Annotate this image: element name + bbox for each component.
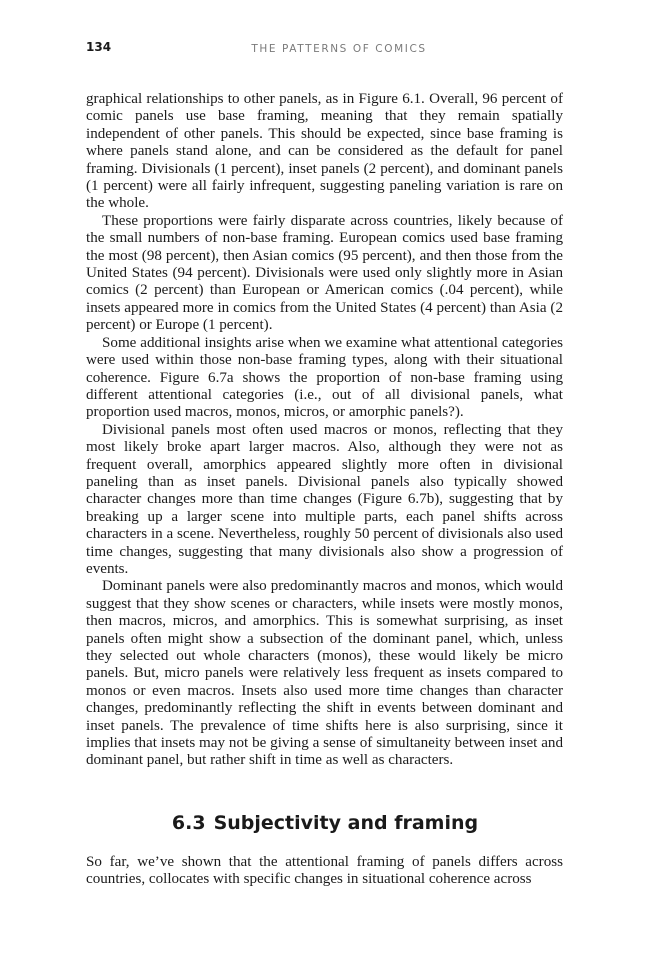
running-head: THE PATTERNS OF COMICS — [251, 43, 427, 55]
body-text-section — [86, 854, 563, 889]
section-heading — [0, 812, 650, 834]
section-number: 6.3 — [171, 812, 206, 834]
page-number: 134 — [86, 40, 112, 54]
paragraph: So far, we’ve shown that the attentional framing of panels differs across countries, collocates with specific changes in situational coherence across — [86, 854, 563, 888]
paragraph-continued: graphical relationships to other panels, as in Figure 6.1. Overall, 96 percent of comic panels use base framing, meaning that they remain spatially independent of other panels. This should be expected, since base framing is where panels stand alone, and can be considered as the default for panel framing. Divisionals (1 percent), inset panels (2 percent), and dominant panels (1 percent) were all fairly infrequent, suggesting paneling variation is rare on the whole. — [86, 91, 563, 212]
paragraph: Some additional insights arise when we examine what attentional categories were used within those non-base framing types, along with their situational coherence. Figure 6.7a shows the proportion of non-base framing using different attentional categories (i.e., out of all divisional panels, what proportion used macros, monos, micros, or amorphic panels?). — [86, 334, 563, 421]
paragraph: Divisional panels most often used macros or monos, reflecting that they most likely broke apart larger macros. Also, although they were not as frequent overall, amorphics appeared slightly more often in divisional paneling than as inset panels. Divisional panels also typically showed character changes more than time changes (Figure 6.7b), suggesting that by breaking up a larger scene into multiple parts, each panel shifts across characters in a scene. Nevertheless, roughly 50 percent of divisionals also used time changes, suggesting that many divisionals also show a progression of events. — [86, 421, 563, 577]
paragraph: These proportions were fairly disparate across countries, likely because of the small numbers of non-base framing. European comics used base framing the most (98 percent), then Asian comics (95 percent), and then those from the United States (94 percent). Divisionals were used only slightly more in Asian comics (2 percent) than European or American comics (.04 percent), while insets appeared more in comics from the United States (4 percent) than Asia (2 percent) or Europe (1 percent). — [86, 212, 563, 334]
paragraph: Dominant panels were also predominantly macros and monos, which would suggest that they show scenes or characters, while insets were mostly monos, then macros, micros, and amorphics. This is somewhat surprising, as inset panels often might show a subsection of the dominant panel, which, unless they selected out whole characters (monos), these would likely be micro panels. But, micro panels were relatively less frequent as insets compared to monos or even macros. Insets also used more time changes than character changes, predominantly reflecting the shift in events between dominant and inset panels. The prevalence of time shifts here is also surprising, since it implies that insets may not be giving a sense of simultaneity between inset and dominant panel, but rather shift in time as well as characters. — [86, 578, 563, 769]
body-text — [86, 91, 563, 770]
section-title: Subjectivity and framing — [213, 812, 479, 834]
